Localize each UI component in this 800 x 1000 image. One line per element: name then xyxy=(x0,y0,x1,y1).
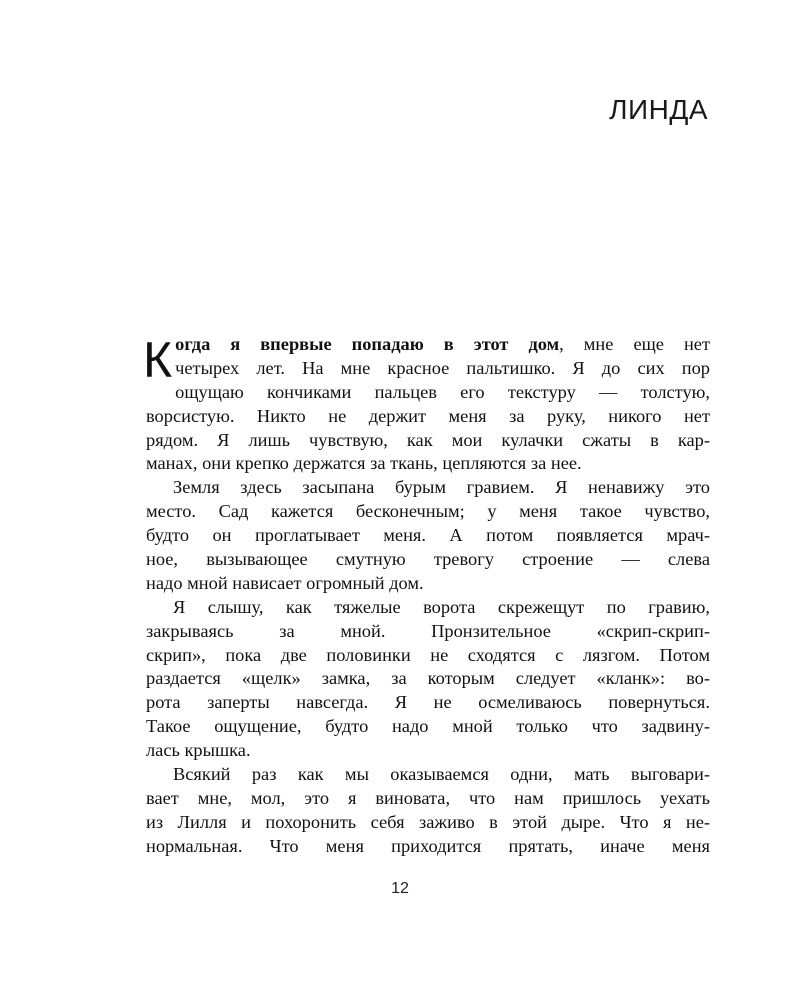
text-line: скрип», пока две половинки не сходятся с лязгом. Потом xyxy=(146,644,710,665)
chapter-title: ЛИНДА xyxy=(609,94,708,125)
text-line: четырех лет. На мне красное пальтишко. Я до сих пор xyxy=(175,357,710,378)
text-line: раздается «щелк» замка, за которым следует «кланк»: во- xyxy=(146,668,710,689)
text-line: Такое ощущение, будто надо мной только что задвину- xyxy=(146,716,710,737)
text-line: лась крышка. xyxy=(146,740,251,761)
text-line: место. Сад кажется бесконечным; у меня такое чувство, xyxy=(146,501,710,522)
text-line: Земля здесь засыпана бурым гравием. Я ненавижу это xyxy=(173,477,710,498)
page-number: 12 xyxy=(391,880,409,897)
text-line: вает мне, мол, это я виновата, что нам пришлось уехать xyxy=(146,787,710,808)
text-line: из Лилля и похоронить себя заживо в этой дыре. Что я не- xyxy=(146,811,710,832)
text-line: Всякий раз как мы оказываемся одни, мать выговари- xyxy=(173,764,710,785)
text-line: Я слышу, как тяжелые ворота скрежещут по гравию, xyxy=(173,596,710,617)
text-line: ное, вызывающее смутную тревогу строение — слева xyxy=(146,549,710,570)
text-line: ворсистую. Никто не держит меня за руку, никого нет xyxy=(146,405,710,426)
text-line: закрываясь за мной. Пронзительное «скрип-скрип- xyxy=(146,620,710,641)
first-line-rest: , мне еще нет xyxy=(559,334,710,354)
text-line: будто он проглатывает меня. А потом появляется мрач- xyxy=(146,525,710,546)
text-lines xyxy=(146,357,710,859)
text-line: рота заперты навсегда. Я не осмеливаюсь повернуться. xyxy=(146,692,710,713)
lead-in-bold: огда я впервые попадаю в этот дом xyxy=(175,334,560,354)
body-text xyxy=(143,332,710,859)
drop-cap: К xyxy=(143,332,173,388)
first-line xyxy=(146,333,710,357)
text-line: нормальная. Что меня приходится прятать, иначе меня xyxy=(146,835,710,856)
text-line: рядом. Я лишь чувствую, как мои кулачки сжаты в кар- xyxy=(146,429,710,450)
text-line: надо мной нависает огромный дом. xyxy=(146,572,424,593)
text-line: манах, они крепко держатся за ткань, цепляются за нее. xyxy=(146,453,582,474)
text-line: ощущаю кончиками пальцев его текстуру — толстую, xyxy=(175,381,710,402)
